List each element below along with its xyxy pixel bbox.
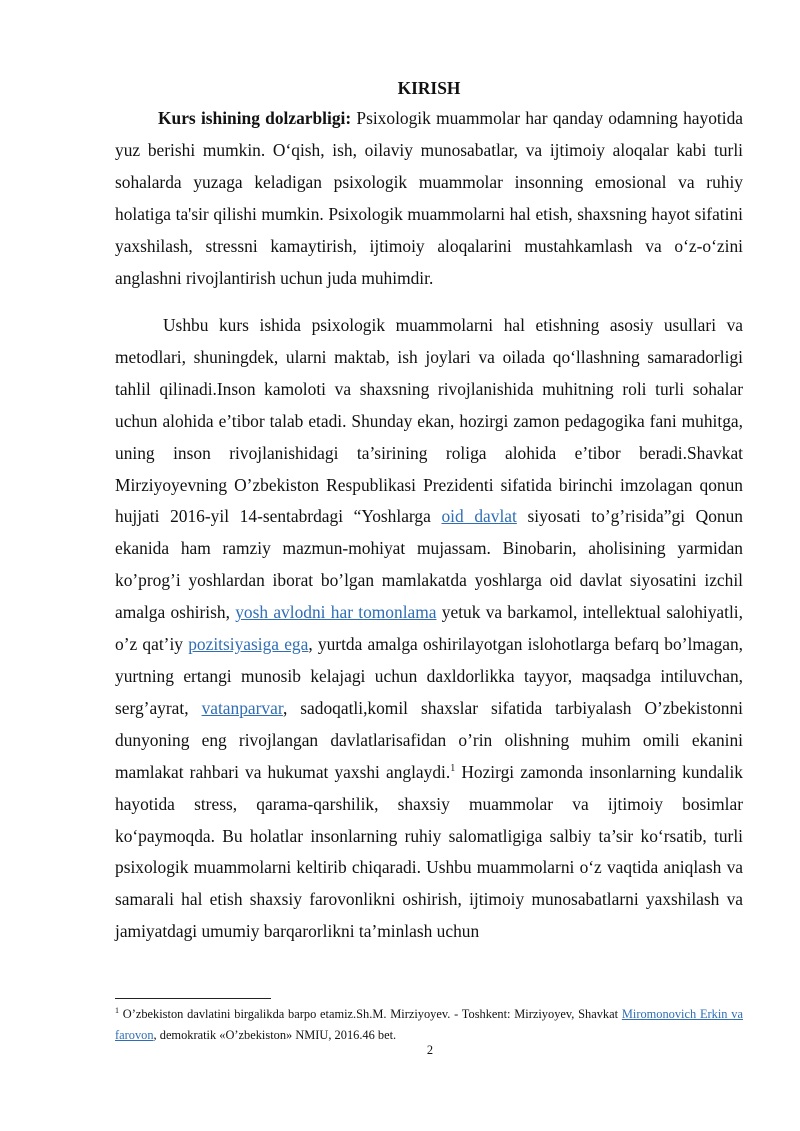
paragraph-text: Psixologik muammolar har qanday odamning hayotida yuz berishi mumkin. O‘qish, ish, oilaviy munosabatlar, va ijtimoiy aloqalar kabi turli sohalarda yuzaga keladigan psixologik muammolar insonning emosional va ruhiy holatiga ta'sir qilishi mumkin. Psixologik muammolarni hal etish, shaxsning hayot sifatini yaxshilash, stressni kamaytirish, ijtimoiy aloqalarini mustahkamlash va o‘z-o‘zini anglashni rivojlantirish uchun juda muhimdir.: [115, 108, 743, 288]
paragraph-relevance: [115, 103, 743, 294]
hyperlink-yosh-avlodni[interactable]: yosh avlodni har tomonlama: [235, 602, 437, 623]
paragraph-text: Ushbu kurs ishida psixologik muammolarni hal etishning asosiy usullari va metodlari, shuningdek, ularni maktab, ish joylari va oilada qo‘llashning samaradorligi tahlil qilinadi.Inson kamoloti va shaxsning rivojlanishida muhitning roli turli sohalar uchun alohida e’tibor talab etadi. Shunday ekan, hozirgi zamon pedagogika fani muhitga, uning inson rivojlanishidagi ta’sirining roliga alohida e’tibor beradi.Shavkat Mirziyoyevning O’zbekiston Respublikasi Prezidenti sifatida birinchi imzolagan qonun hujjati 2016-yil 14-sentabrdagi “Yoshlarga: [115, 315, 743, 527]
section-heading: KIRISH: [397, 78, 461, 98]
footnote: [115, 1004, 743, 1046]
footnote-separator: [115, 998, 271, 999]
hyperlink-vatanparvar[interactable]: vatanparvar: [201, 697, 283, 718]
paragraph-text: yetuk va barkamol, intellektual salohiyatli, o’z qat’iy: [115, 602, 743, 655]
paragraph-main: [115, 310, 743, 948]
paragraph-text: siyosati to’g’risida”gi Qonun ekanida ham ramziy mazmun-mohiyat mujassam. Binobarin, aholisining yarmidan ko’prog’i yoshlardan iborat bo’lgan mamlakatda yoshlarga oid davlat siyosatini izchil amalga oshirish,: [115, 506, 743, 623]
lead-in-bold: Kurs ishining dolzarbligi:: [158, 108, 352, 128]
footnote-reference[interactable]: 1: [450, 762, 456, 774]
paragraph-text: Hozirgi zamonda insonlarning kundalik hayotida stress, qarama-qarshilik, shaxsiy muammolar va ijtimoiy bosimlar ko‘paymoqda. Bu holatlar insonlarning ruhiy salomatligiga salbiy ta’sir ko‘rsatib, turli psixologik muammolarni keltirib chiqaradi. Ushbu muammolarni o‘z vaqtida aniqlash va samarali hal etish shaxsiy farovonlikni oshirish, ijtimoiy munosabatlarni yaxshilash va jamiyatdagi umumiy barqarorlikni ta’minlash uchun: [115, 761, 743, 942]
hyperlink-pozitsiyasiga-ega[interactable]: pozitsiyasiga ega: [188, 634, 309, 655]
footnote-mark: 1: [115, 1005, 119, 1015]
paragraph-text: , yurtda amalga oshirilayotgan islohotlarga befarq bo’lmagan, yurtning ertangi munosib kelajagi uchun daxldorlikka tayyor, maqsadga intiluvchan, serg’ayrat,: [115, 634, 744, 718]
footnote-text-end: , demokratik «O’zbekiston» NMIU, 2016.46 bet.: [153, 1028, 397, 1042]
footnote-hyperlink[interactable]: Miromonovich Erkin va farovon: [115, 1007, 743, 1042]
hyperlink-oid-davlat[interactable]: oid davlat: [441, 506, 517, 527]
paragraph-text: , sadoqatli,komil shaxslar sifatida tarbiyalash O’zbekistonni dunyoning eng rivojlangan davlatlarisafidan o’rin olishning muhim omili ekanini mamlakat rahbari va hukumat yaxshi anglaydi.: [115, 697, 743, 782]
page-number: 2: [426, 1043, 434, 1057]
footnote-text: O’zbekiston davlatini birgalikda barpo etamiz.Sh.M. Mirziyoyev. - Toshkent: Mirziyoyev, Shavkat: [119, 1007, 622, 1021]
